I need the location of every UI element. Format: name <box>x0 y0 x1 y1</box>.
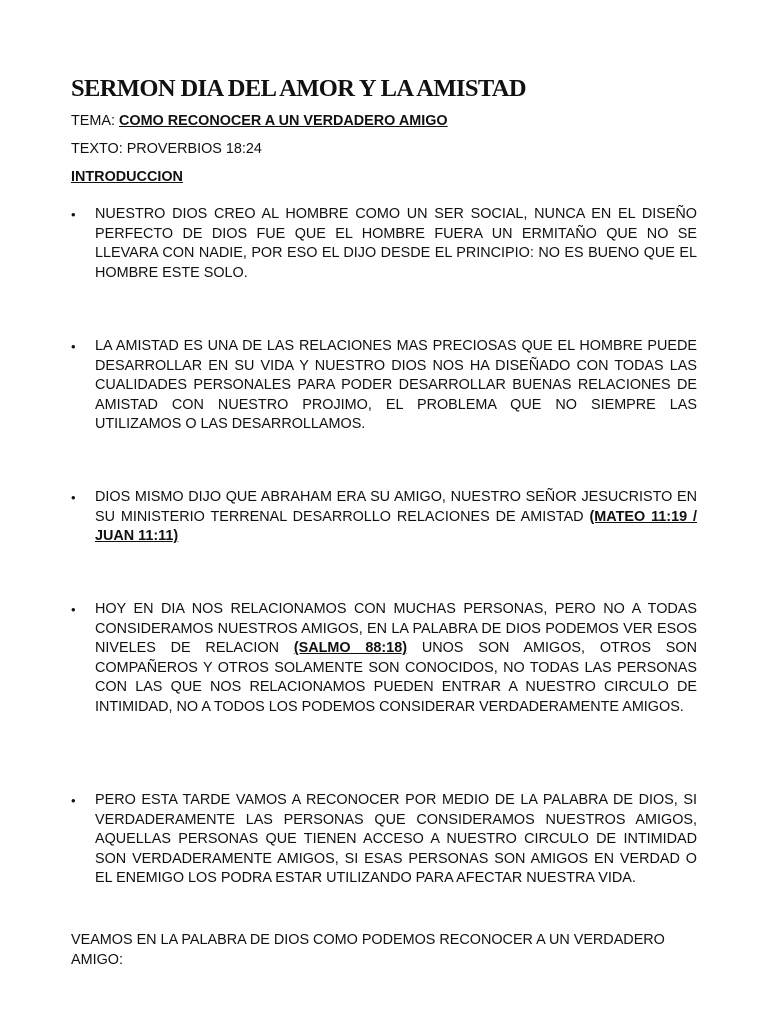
list-item <box>71 205 697 283</box>
tema-label: TEMA: <box>71 113 119 129</box>
list-item-text-part: LA AMISTAD ES UNA DE LAS RELACIONES MAS PRECIOSAS QUE EL HOMBRE PUEDE DESARROLLAR EN SU VIDA Y NUESTRO DIOS NOS HA DISEÑADO CON TODAS LAS CUALIDADES PERSONALES PARA PODER DESARROLLAR BUENAS RELACIONES DE AMISTAD CON NUESTRO PROJIMO, EL PROBLEMA QUE NO SIEMPRE LAS UTILIZAMOS O LAS DESARROLLAMOS. <box>95 338 697 432</box>
list-item <box>71 488 697 547</box>
bullet-marker: • <box>71 602 76 617</box>
list-item-text <box>95 600 697 717</box>
list-item-text-part: HOY EN DIA NOS RELACIONAMOS CON MUCHAS PERSONAS, PERO NO A TODAS CONSIDERAMOS NUESTROS AMIGOS, EN LA PALABRA DE DIOS PODEMOS VER ESOS NIVELES DE RELACION <box>95 601 697 656</box>
document-title: SERMON DIA DEL AMOR Y LA AMISTAD <box>71 75 526 102</box>
bullet-marker: • <box>71 793 76 808</box>
scripture-reference: (MATEO 11:19 / JUAN 11:11) <box>95 508 697 544</box>
bullet-marker: • <box>71 339 76 354</box>
list-item-text-part: DIOS MISMO DIJO QUE ABRAHAM ERA SU AMIGO, NUESTRO SEÑOR JESUCRISTO EN SU MINISTERIO TERRENAL DESARROLLO RELACIONES DE AMISTAD <box>95 489 697 525</box>
tema-line <box>71 112 697 132</box>
section-heading: INTRODUCCION <box>71 169 183 185</box>
list-item-text-part: PERO ESTA TARDE VAMOS A RECONOCER POR MEDIO DE LA PALABRA DE DIOS, SI VERDADERAMENTE LAS PERSONAS QUE CONSIDERAMOS NUESTROS AMIGOS, AQUELLAS PERSONAS QUE TIENEN ACCESO A NUESTRO CIRCULO DE INTIMIDAD SON VERDADERAMENTE AMIGOS, SI ESAS PERSONAS SON AMIGOS EN VERDAD O EL ENEMIGO LOS PODRA ESTAR UTILIZANDO PARA AFECTAR NUESTRA VIDA. <box>95 792 697 886</box>
closing-paragraph: VEAMOS EN LA PALABRA DE DIOS COMO PODEMOS RECONOCER A UN VERDADERO AMIGO: <box>71 932 665 968</box>
bullet-marker: • <box>71 490 76 505</box>
texto-line: TEXTO: PROVERBIOS 18:24 <box>71 141 262 157</box>
list-item-text <box>95 337 697 435</box>
list-item-text <box>95 488 697 547</box>
list-item <box>71 791 697 889</box>
list-item <box>71 337 697 435</box>
list-item-text <box>95 791 697 889</box>
list-item <box>71 600 697 717</box>
tema-value: COMO RECONOCER A UN VERDADERO AMIGO <box>118 113 448 129</box>
list-item-text-part: NUESTRO DIOS CREO AL HOMBRE COMO UN SER SOCIAL, NUNCA EN EL DISEÑO PERFECTO DE DIOS FUE QUE EL HOMBRE FUERA UN ERMITAÑO QUE NO SE LLEVARA CON NADIE, POR ESO EL DIJO DESDE EL PRINCIPIO: NO ES BUENO QUE EL HOMBRE ESTE SOLO. <box>95 206 697 281</box>
list-item-text <box>95 205 697 283</box>
scripture-reference: (SALMO 88:18) <box>293 640 407 656</box>
bullet-marker: • <box>71 207 76 222</box>
list-item-text-part: UNOS SON AMIGOS, OTROS SON COMPAÑEROS Y OTROS SOLAMENTE SON CONOCIDOS, NO TODAS LAS PERSONAS CON LAS QUE NOS RELACIONAMOS PUEDEN ENTRAR A NUESTRO CIRCULO DE INTIMIDAD, NO A TODOS LOS PODEMOS CONSIDERAR VERDADERAMENTE AMIGOS. <box>95 640 697 715</box>
